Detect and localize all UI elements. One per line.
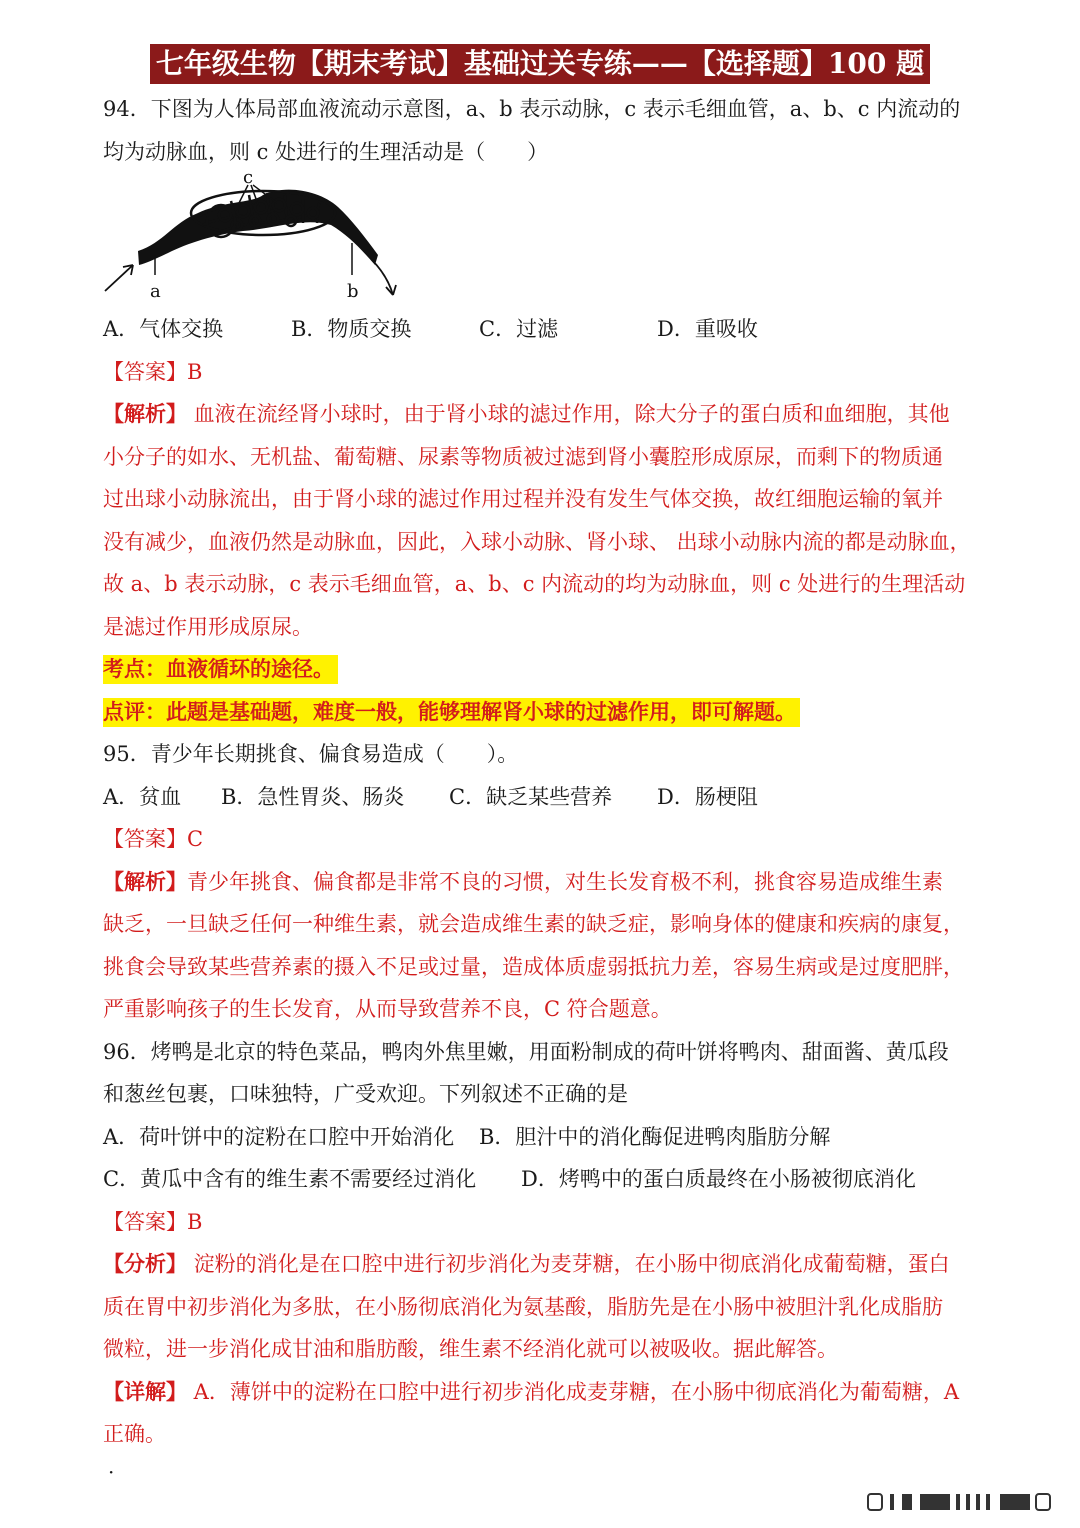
q96-option-c: C．黄瓜中含有的维生素不需要经过消化 (103, 1167, 477, 1191)
q94-analysis-line2: 小分子的如水、无机盐、葡萄糖、尿素等物质被过滤到肾小囊腔形成原尿，而剩下的物质通 (103, 444, 943, 469)
q96-xiangjie-line1 (103, 1371, 983, 1414)
capillary-network-illustration (103, 173, 983, 308)
page-banner-title: 七年级生物【期末考试】基础过关专练——【选择题】100 题 (150, 44, 930, 84)
q95-options (103, 776, 983, 819)
q94-kaodian-row (103, 648, 983, 691)
q95-analysis-line4: 严重影响孩子的生长发育，从而导致营养不良，C 符合题意。 (103, 997, 672, 1021)
q94-options (103, 308, 983, 351)
q95-answer: 【答案】C (103, 827, 204, 851)
bottom-dot: · (108, 1460, 115, 1484)
q96-xiangjie-text: A．薄饼中的淀粉在口腔中进行初步消化成麦芽糖，在小肠中彻底消化为葡萄糖，A (187, 1379, 960, 1404)
q96-option-a: A．荷叶饼中的淀粉在口腔中开始消化 (103, 1124, 455, 1149)
q94-stem-line2: 均为动脉血，则 c 处进行的生理活动是（ ） (103, 139, 549, 164)
page-toolbar-icon[interactable] (860, 1488, 1060, 1518)
q95-option-d: D．肠梗阻 (657, 784, 758, 809)
q96-stem-line2: 和葱丝包裹，口味独特，广受欢迎。下列叙述不正确的是 (103, 1082, 628, 1106)
diagram-label-a: a (150, 281, 161, 302)
q94-stem-line1: 94．下图为人体局部血液流动示意图，a、b 表示动脉，c 表示毛细血管，a、b、c 内流动的 (103, 97, 961, 121)
q96-xiangjie-tag: 【详解】 (103, 1378, 187, 1404)
diagram-label-b: b (347, 281, 359, 302)
q94-answer: 【答案】B (103, 359, 203, 384)
document-body (103, 88, 983, 1456)
q95-option-a: A．贫血 (103, 784, 182, 809)
q95-analysis-text: 青少年挑食、偏食都是非常不良的习惯，对生长发育极不利，挑食容易造成维生素 (187, 869, 943, 894)
q95-option-b: B．急性胃炎、肠炎 (221, 784, 405, 809)
q96-options-row2 (103, 1158, 983, 1201)
blood-flow-diagram (103, 173, 983, 308)
q96-options-row1 (103, 1116, 983, 1159)
q94-analysis-line6: 是滤过作用形成原尿。 (103, 614, 313, 639)
q96-xiangjie-line2: 正确。 (103, 1422, 166, 1446)
q96-option-b: B．胆汁中的消化酶促进鸭肉脂肪分解 (479, 1124, 831, 1149)
q96-fenxi-line2: 质在胃中初步消化为多肽，在小肠彻底消化为氨基酸，脂肪先是在小肠中被胆汁乳化成脂肪 (103, 1294, 943, 1319)
q94-analysis-line4: 没有减少，血液仍然是动脉血，因此，入球小动脉、肾小球、 出球小动脉内流的都是动脉血， (103, 529, 971, 554)
q94-option-d: D．重吸收 (657, 317, 758, 341)
q94-analysis-line1 (103, 393, 983, 436)
q96-answer: 【答案】B (103, 1209, 203, 1234)
q94-dianping: 点评：此题是基础题，难度一般，能够理解肾小球的过滤作用，即可解题。 (103, 698, 800, 727)
q96-fenxi-text: 淀粉的消化是在口腔中进行初步消化为麦芽糖，在小肠中彻底消化成葡萄糖，蛋白 (187, 1252, 950, 1276)
q94-analysis-tag: 【解析】 (103, 401, 187, 426)
q95-analysis-line2: 缺乏，一旦缺乏任何一种维生素，就会造成维生素的缺乏症，影响身体的健康和疾病的康复， (103, 912, 964, 936)
q94-analysis-line5: 故 a、b 表示动脉，c 表示毛细血管，a、b、c 内流动的均为动脉血，则 c 处进行的生理活动 (103, 572, 966, 596)
q96-option-d: D．烤鸭中的蛋白质最终在小肠被彻底消化 (521, 1167, 916, 1191)
diagram-label-c: c (243, 173, 254, 188)
q96-fenxi-line3: 微粒，进一步消化成甘油和脂肪酸，维生素不经消化就可以被吸收。据此解答。 (103, 1337, 838, 1361)
q96-fenxi-tag: 【分析】 (103, 1251, 187, 1276)
q94-option-a: A．气体交换 (103, 317, 224, 341)
q95-analysis-tag: 【解析】 (103, 868, 187, 894)
q94-option-b: B．物质交换 (291, 317, 412, 341)
q95-analysis-line3: 挑食会导致某些营养素的摄入不足或过量，造成体质虚弱抵抗力差，容易生病或是过度肥胖， (103, 954, 964, 979)
q96-stem-line1: 96．烤鸭是北京的特色菜品，鸭肉外焦里嫩，用面粉制成的荷叶饼将鸭肉、甜面酱、黄瓜段 (103, 1039, 949, 1064)
q94-option-c: C．过滤 (479, 317, 559, 341)
q95-stem: 95．青少年长期挑食、偏食易造成（ ）。 (103, 742, 519, 766)
q94-dianping-row (103, 691, 983, 734)
q95-analysis-line1 (103, 861, 983, 904)
q94-analysis-line3: 过出球小动脉流出，由于肾小球的滤过作用过程并没有发生气体交换，故红细胞运输的氧并 (103, 487, 943, 511)
q96-fenxi-line1 (103, 1243, 983, 1286)
q94-analysis-text: 血液在流经肾小球时，由于肾小球的滤过作用，除大分子的蛋白质和血细胞，其他 (187, 402, 950, 426)
q94-kaodian: 考点：血液循环的途径。 (103, 655, 338, 684)
q95-option-c: C．缺乏某些营养 (449, 784, 613, 809)
